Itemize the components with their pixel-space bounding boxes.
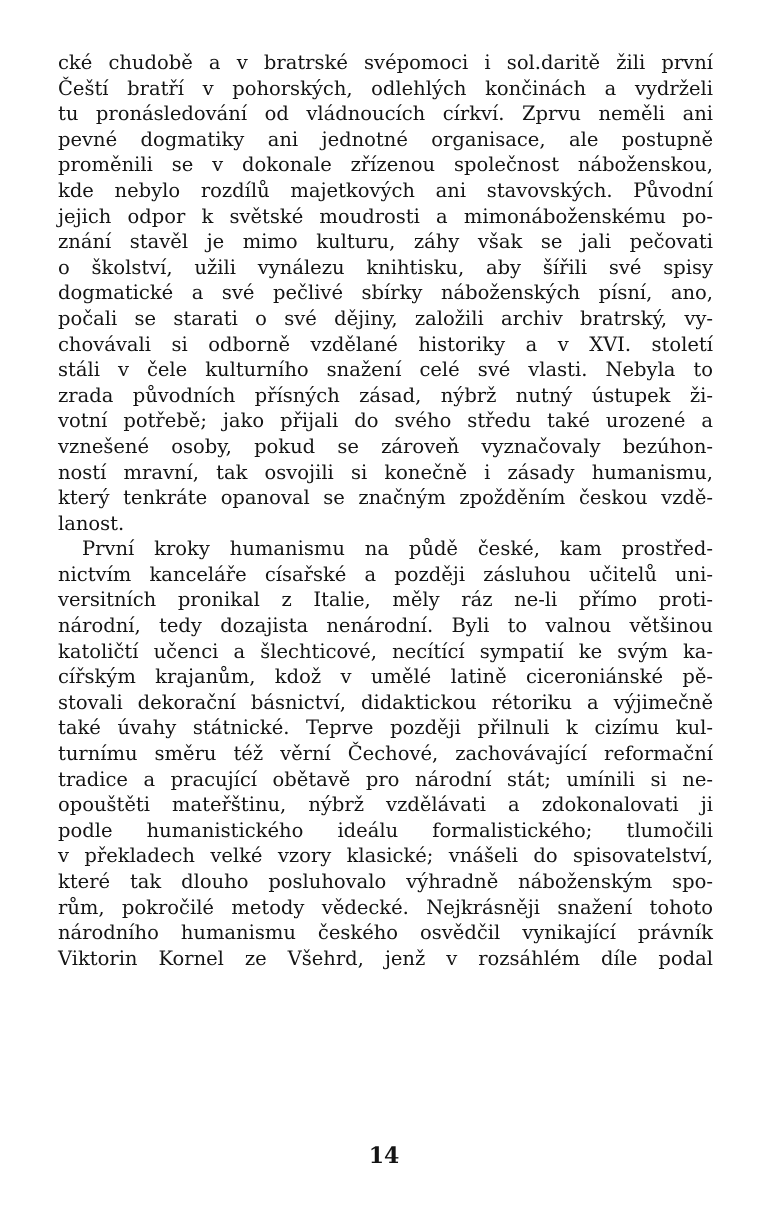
text-line: turnímu směru též věrní Čechové, zachovávající reformační bbox=[58, 742, 713, 766]
text-line: lanost. bbox=[58, 511, 125, 535]
text-line: také úvahy státnické. Teprve později přilnuli k cizímu kul- bbox=[58, 716, 713, 740]
text-line: vznešené osoby, pokud se zároveň vyznačovaly bezúhon- bbox=[58, 434, 713, 458]
text-line: Viktorin Kornel ze Všehrd, jenž v rozsáhlém díle podal bbox=[58, 946, 713, 970]
text-line: chovávali si odborně vzdělané historiky a v XVI. století bbox=[58, 332, 713, 356]
text-line: ností mravní, tak osvojili si konečně i zásady humanismu, bbox=[58, 460, 713, 484]
text-line: katoličtí učenci a šlechticové, necítící sympatií ke svým ka- bbox=[58, 639, 713, 663]
text-line: stáli v čele kulturního snažení celé své vlasti. Nebyla to bbox=[58, 358, 713, 382]
text-line: který tenkráte opanoval se značným zpožděním českou vzdě- bbox=[58, 486, 713, 510]
text-line: cké chudobě a v bratrské svépomoci i sol.daritě žili první bbox=[58, 51, 713, 74]
text-line: nictvím kanceláře císařské a později zásluhou učitelů uni- bbox=[58, 562, 713, 586]
text-line: v překladech velké vzory klasické; vnášeli do spisovatelství, bbox=[58, 844, 713, 868]
text-line: které tak dlouho posluhovalo výhradně náboženským spo- bbox=[58, 870, 713, 893]
text-line: stovali dekorační básnictví, didaktickou rétoriku a výjimečně bbox=[58, 690, 713, 714]
text-line: podle humanistického ideálu formalistického; tlumočili bbox=[58, 818, 713, 842]
page-number: 14 bbox=[368, 1143, 400, 1169]
text-line: tradice a pracující obětavě pro národní stát; umínili si ne- bbox=[58, 767, 713, 791]
text-line: počali se starati o své dějiny, založili archiv bratrský, vy- bbox=[58, 306, 713, 330]
text-line: proměnili se v dokonale zřízenou společnost náboženskou, bbox=[58, 153, 713, 177]
text-line: Čeští bratří v pohorských, odlehlých končinách a vydrželi bbox=[58, 76, 713, 100]
text-line: votní potřebě; jako přijali do svého středu také urozené a bbox=[58, 409, 713, 433]
page-text bbox=[58, 50, 713, 971]
text-line: opouštěti mateřštinu, nýbrž vzdělávati a zdokonalovati ji bbox=[58, 793, 713, 817]
text-line: První kroky humanismu na půdě české, kam prostřed- bbox=[82, 537, 713, 561]
text-line: pevné dogmatiky ani jednotné organisace, ale postupně bbox=[58, 127, 713, 151]
text-line: národního humanismu českého osvědčil vynikající právník bbox=[58, 921, 713, 945]
text-line: dogmatické a své pečlivé sbírky náboženských písní, ano, bbox=[58, 281, 713, 305]
text-line: rům, pokročilé metody vědecké. Nejkrásněji snažení tohoto bbox=[58, 895, 713, 919]
text-line: zrada původních přísných zásad, nýbrž nutný ústupek ži- bbox=[58, 383, 713, 407]
paragraph-2 bbox=[58, 536, 713, 971]
text-line: o školství, užili vynálezu knihtisku, aby šířili své spisy bbox=[58, 255, 713, 279]
paragraph-1 bbox=[58, 50, 713, 536]
text-line: jejich odpor k světské moudrosti a mimonáboženskému po- bbox=[58, 204, 713, 228]
text-line: národní, tedy dozajista nenárodní. Byli to valnou většinou bbox=[58, 614, 713, 638]
text-line: znání stavěl je mimo kulturu, záhy však se jali pečovati bbox=[58, 230, 713, 254]
text-line: kde nebylo rozdílů majetkových ani stavovských. Původní bbox=[58, 178, 713, 202]
text-line: versitních pronikal z Italie, měly ráz ne-li přímo proti- bbox=[58, 588, 713, 612]
text-line: tu pronásledování od vládnoucích církví. Zprvu neměli ani bbox=[58, 102, 713, 126]
text-line: cířským krajanům, kdož v umělé latině ciceroniánské pě- bbox=[58, 665, 713, 689]
